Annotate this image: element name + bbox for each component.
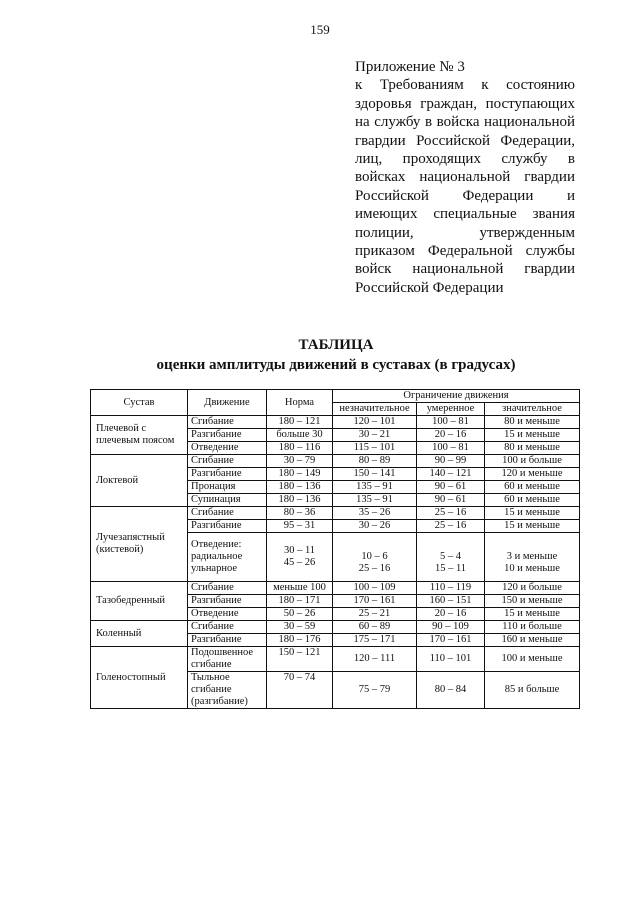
value-line: 25 – 16 xyxy=(358,563,391,574)
moderate-cell: 110 – 101 xyxy=(417,647,485,672)
moderate-cell xyxy=(417,533,485,582)
table-subtitle: оценки амплитуды движений в суставах (в градусах) xyxy=(156,357,516,373)
slight-cell xyxy=(333,533,417,582)
movement-cell: Разгибание xyxy=(188,468,267,481)
norm-cell: 30 – 59 xyxy=(267,621,333,634)
moderate-cell: 20 – 16 xyxy=(417,429,485,442)
moderate-cell: 170 – 161 xyxy=(417,634,485,647)
norm-cell: 50 – 26 xyxy=(267,608,333,621)
norm-cell: 180 – 136 xyxy=(267,481,333,494)
norm-cell: 70 – 74 xyxy=(267,672,333,709)
movement-line: Отведение: xyxy=(191,539,242,550)
moderate-cell: 20 – 16 xyxy=(417,608,485,621)
moderate-cell: 140 – 121 xyxy=(417,468,485,481)
table-row xyxy=(91,647,580,672)
appendix-title: Приложение № 3 xyxy=(355,59,465,75)
joint-knee: Коленный xyxy=(91,621,188,647)
value-line: 10 – 6 xyxy=(361,551,388,562)
slight-cell: 175 – 171 xyxy=(333,634,417,647)
slight-cell: 75 – 79 xyxy=(333,672,417,709)
slight-cell: 135 – 91 xyxy=(333,481,417,494)
significant-cell: 15 и меньше xyxy=(485,429,580,442)
moderate-cell: 25 – 16 xyxy=(417,520,485,533)
movement-cell: Сгибание xyxy=(188,582,267,595)
norm-cell: 80 – 36 xyxy=(267,507,333,520)
norm-cell: 180 – 121 xyxy=(267,416,333,429)
slight-cell: 150 – 141 xyxy=(333,468,417,481)
table-row xyxy=(91,621,580,634)
norm-cell: 180 – 176 xyxy=(267,634,333,647)
header-slight: незначительное xyxy=(333,403,417,416)
moderate-cell: 160 – 151 xyxy=(417,595,485,608)
norm-cell: 180 – 171 xyxy=(267,595,333,608)
joint-ankle: Голеностопный xyxy=(91,647,188,709)
table-row xyxy=(91,416,580,429)
movement-cell: Отведение xyxy=(188,608,267,621)
slight-cell: 120 – 111 xyxy=(333,647,417,672)
value-line: 3 и меньше xyxy=(506,551,558,562)
movement-cell: Сгибание xyxy=(188,416,267,429)
moderate-cell: 100 – 81 xyxy=(417,442,485,455)
significant-cell: 120 и меньше xyxy=(485,468,580,481)
movement-line: ульнарное xyxy=(191,563,238,574)
significant-cell: 80 и меньше xyxy=(485,416,580,429)
movement-cell: Сгибание xyxy=(188,455,267,468)
range-of-motion-table xyxy=(90,389,580,709)
significant-cell: 150 и меньше xyxy=(485,595,580,608)
value-line: 45 – 26 xyxy=(283,557,316,568)
moderate-cell: 80 – 84 xyxy=(417,672,485,709)
slight-cell: 170 – 161 xyxy=(333,595,417,608)
joint-shoulder: Плечевой с плечевым поясом xyxy=(91,416,188,455)
value-line: 10 и меньше xyxy=(504,563,560,574)
significant-cell: 60 и меньше xyxy=(485,481,580,494)
slight-cell: 25 – 21 xyxy=(333,608,417,621)
moderate-cell: 90 – 61 xyxy=(417,494,485,507)
moderate-cell: 90 – 99 xyxy=(417,455,485,468)
value-line: 15 – 11 xyxy=(434,563,467,574)
joint-wrist: Лучезапястный (кистевой) xyxy=(91,507,188,582)
page-number: 159 xyxy=(310,22,330,37)
norm-cell: 30 – 79 xyxy=(267,455,333,468)
table-heading xyxy=(0,335,640,375)
table-row xyxy=(91,582,580,595)
norm-cell xyxy=(267,533,333,582)
norm-cell: меньше 100 xyxy=(267,582,333,595)
header-norm: Норма xyxy=(267,390,333,416)
value-line: 30 – 11 xyxy=(283,545,316,556)
significant-cell: 120 и больше xyxy=(485,582,580,595)
value-line: 5 – 4 xyxy=(440,551,461,562)
norm-cell: 95 – 31 xyxy=(267,520,333,533)
significant-cell: 85 и больше xyxy=(485,672,580,709)
slight-cell: 120 – 101 xyxy=(333,416,417,429)
significant-cell: 160 и меньше xyxy=(485,634,580,647)
moderate-cell: 100 – 81 xyxy=(417,416,485,429)
appendix-block xyxy=(355,58,575,297)
significant-cell: 15 и меньше xyxy=(485,520,580,533)
slight-cell: 60 – 89 xyxy=(333,621,417,634)
norm-cell: 150 – 121 xyxy=(267,647,333,672)
movement-cell: Разгибание xyxy=(188,634,267,647)
header-moderate: умеренное xyxy=(417,403,485,416)
table-row xyxy=(91,455,580,468)
movement-cell: Разгибание xyxy=(188,595,267,608)
joint-hip: Тазобедренный xyxy=(91,582,188,621)
movement-cell: Подошвенное сгибание xyxy=(188,647,267,672)
significant-cell xyxy=(485,533,580,582)
movement-line: радиальное xyxy=(191,551,243,562)
slight-cell: 35 – 26 xyxy=(333,507,417,520)
table-row xyxy=(91,507,580,520)
movement-cell: Разгибание xyxy=(188,429,267,442)
header-joint: Сустав xyxy=(91,390,188,416)
norm-cell: 180 – 149 xyxy=(267,468,333,481)
movement-cell: Сгибание xyxy=(188,507,267,520)
header-significant: значительное xyxy=(485,403,580,416)
significant-cell: 100 и меньше xyxy=(485,647,580,672)
significant-cell: 80 и меньше xyxy=(485,442,580,455)
norm-cell: 180 – 116 xyxy=(267,442,333,455)
movement-cell: Пронация xyxy=(188,481,267,494)
slight-cell: 30 – 21 xyxy=(333,429,417,442)
moderate-cell: 90 – 61 xyxy=(417,481,485,494)
header-row xyxy=(91,390,580,403)
significant-cell: 100 и больше xyxy=(485,455,580,468)
significant-cell: 15 и меньше xyxy=(485,608,580,621)
movement-cell: Отведение xyxy=(188,442,267,455)
moderate-cell: 25 – 16 xyxy=(417,507,485,520)
movement-cell: Разгибание xyxy=(188,520,267,533)
slight-cell: 115 – 101 xyxy=(333,442,417,455)
significant-cell: 110 и больше xyxy=(485,621,580,634)
norm-cell: 180 – 136 xyxy=(267,494,333,507)
movement-cell: Супинация xyxy=(188,494,267,507)
moderate-cell: 90 – 109 xyxy=(417,621,485,634)
joint-elbow: Локтевой xyxy=(91,455,188,507)
table-title: ТАБЛИЦА xyxy=(298,337,374,353)
slight-cell: 30 – 26 xyxy=(333,520,417,533)
slight-cell: 135 – 91 xyxy=(333,494,417,507)
norm-cell: больше 30 xyxy=(267,429,333,442)
slight-cell: 100 – 109 xyxy=(333,582,417,595)
movement-cell: Сгибание xyxy=(188,621,267,634)
moderate-cell: 110 – 119 xyxy=(417,582,485,595)
header-movement: Движение xyxy=(188,390,267,416)
significant-cell: 15 и меньше xyxy=(485,507,580,520)
appendix-text: к Требованиям к состоянию здоровья граждан, поступающих на службу в войска национальной гвардии Российской Федерации, лиц, проходящих службу в войсках национальной гвардии Российской Федерации и имеющих специальные звания полиции, утвержденным приказом Федеральной службы войск национальной гвардии Российской Федерации xyxy=(355,77,575,296)
slight-cell: 80 – 89 xyxy=(333,455,417,468)
movement-cell xyxy=(188,533,267,582)
movement-cell: Тыльное сгибание (разгибание) xyxy=(188,672,267,709)
header-limitation: Ограничение движения xyxy=(333,390,580,403)
significant-cell: 60 и меньше xyxy=(485,494,580,507)
